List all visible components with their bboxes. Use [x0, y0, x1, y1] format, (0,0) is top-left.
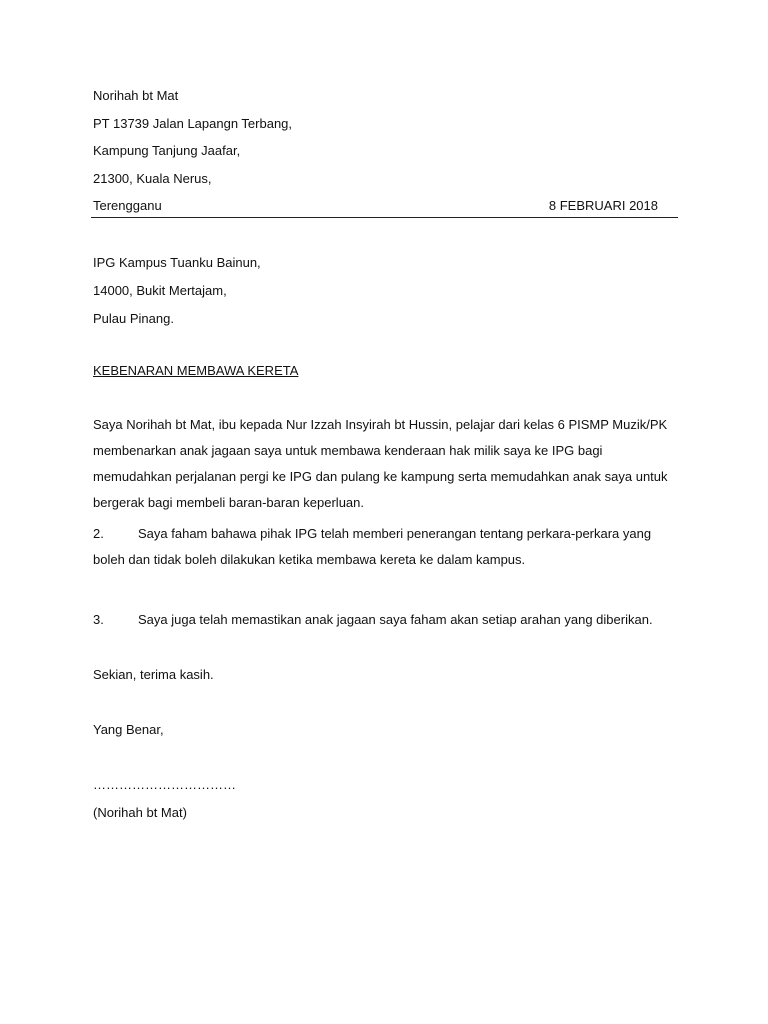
sender-address-line-4: Terengganu: [93, 198, 162, 213]
signature-line: ……………………………: [93, 777, 236, 792]
recipient-line-2: 14000, Bukit Mertajam,: [93, 283, 227, 298]
paragraph-1-line-1: Saya Norihah bt Mat, ibu kepada Nur Izzah Insyirah bt Hussin, pelajar dari kelas 6 PISMP Muzik/PK: [93, 417, 668, 432]
closing-sign-off: Yang Benar,: [93, 722, 164, 737]
recipient-line-3: Pulau Pinang.: [93, 311, 174, 326]
sender-address-line-3: 21300, Kuala Nerus,: [93, 171, 212, 186]
paragraph-2-line-1: Saya faham bahawa pihak IPG telah memberi penerangan tentang perkara-perkara yang: [138, 526, 652, 541]
recipient-line-1: IPG Kampus Tuanku Bainun,: [93, 255, 261, 270]
letter-date: 8 FEBRUARI 2018: [548, 198, 658, 213]
closing-thanks: Sekian, terima kasih.: [93, 667, 214, 682]
paragraph-2-number: 2.: [93, 526, 104, 541]
signature-name: (Norihah bt Mat): [93, 805, 187, 820]
sender-name: Norihah bt Mat: [93, 88, 179, 103]
paragraph-1-line-2: membenarkan anak jagaan saya untuk membawa kenderaan hak milik saya ke IPG bagi: [93, 443, 603, 458]
paragraph-2-line-2: boleh dan tidak boleh dilakukan ketika membawa kereta ke dalam kampus.: [93, 552, 526, 567]
sender-address-line-1: PT 13739 Jalan Lapangn Terbang,: [93, 116, 293, 131]
paragraph-1-line-4: bergerak bagi membeli baran-baran keperluan.: [93, 495, 364, 510]
paragraph-3-line-1: Saya juga telah memastikan anak jagaan saya faham akan setiap arahan yang diberikan.: [138, 612, 653, 627]
paragraph-1-line-3: memudahkan perjalanan pergi ke IPG dan pulang ke kampung serta memudahkan anak saya untuk: [93, 469, 668, 484]
sender-address-line-2: Kampung Tanjung Jaafar,: [93, 143, 241, 158]
header-divider: [91, 217, 678, 218]
letter-subject: KEBENARAN MEMBAWA KERETA: [93, 363, 299, 378]
paragraph-3-number: 3.: [93, 612, 104, 627]
body-paragraph-1: [93, 412, 673, 516]
